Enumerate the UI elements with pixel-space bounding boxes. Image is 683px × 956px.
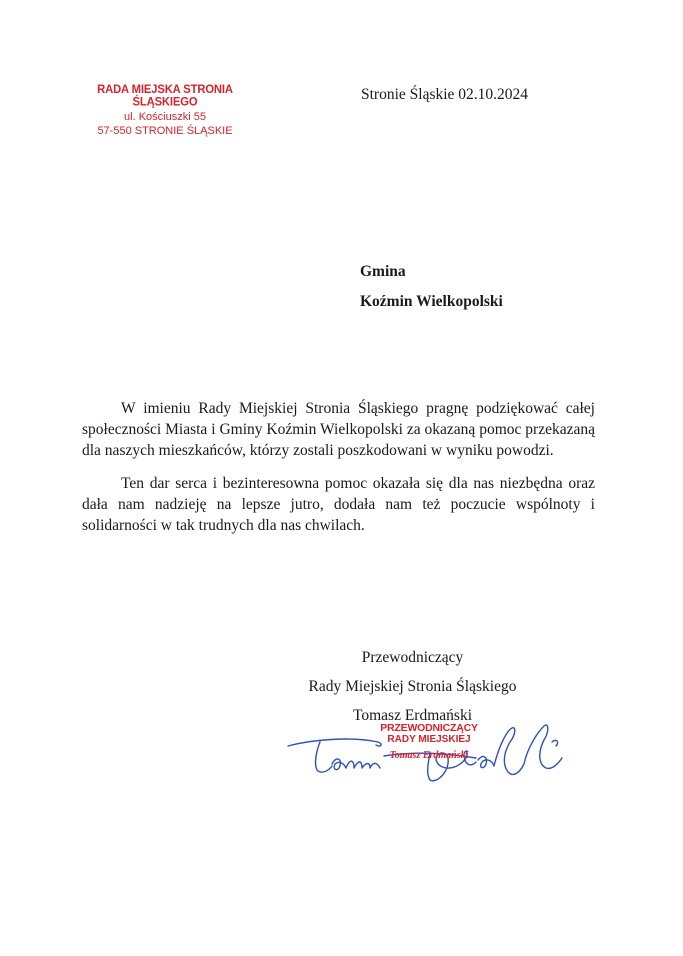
body-paragraph-1: W imieniu Rady Miejskiej Stronia Śląskiego pragnę podziękować całej społeczności Miasta i Gminy Koźmin Wielkopolski za okazaną pomoc przekazaną dla naszych mieszkańców, którzy zostali poszkodowani w wyniku powodzi. [82, 400, 595, 459]
chairman-stamp [364, 722, 494, 761]
signatory-title: Przewodniczący [361, 649, 464, 666]
stamp-name: Tomasz Erdmański [389, 750, 469, 761]
recipient-block [360, 257, 503, 317]
stamp-title: PRZEWODNICZĄCY [380, 722, 478, 734]
council-city: 57-550 STRONIE ŚLĄSKIE [97, 125, 233, 137]
letter-body [82, 398, 595, 548]
council-street: ul. Kościuszki 55 [124, 111, 206, 123]
signatory-council: Rady Miejskiej Stronia Śląskiego [308, 678, 517, 695]
council-header-stamp [70, 84, 260, 138]
recipient-line-2: Koźmin Wielkopolski [360, 293, 503, 310]
body-paragraph-2: Ten dar serca i bezinteresowna pomoc okazała się dla nas niezbędna oraz dała nam nadzieję na lepsze jutro, dodała nam też poczucie wspólnoty i solidarności w tak trudnych dla nas chwilach. [82, 475, 595, 534]
stamp-council: RADY MIEJSKIEJ [387, 734, 471, 745]
signature-stroke-2 [316, 742, 332, 772]
council-name: RADA MIEJSKA STRONIA ŚLĄSKIEGO [97, 83, 233, 109]
signatory-name: Tomasz Erdmański [352, 707, 472, 724]
recipient-line-1: Gmina [360, 263, 406, 280]
signature-stroke-7 [552, 740, 558, 746]
place-and-date: Stronie Śląskie 02.10.2024 [361, 86, 529, 103]
